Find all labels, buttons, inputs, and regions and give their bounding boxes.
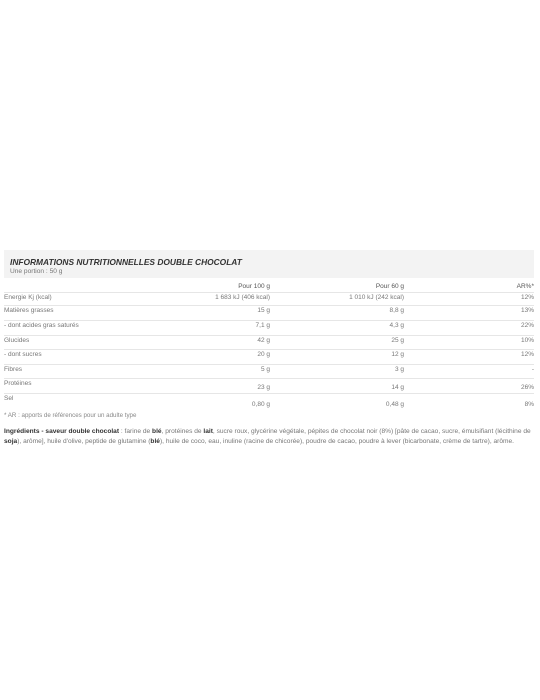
row-value-per-100g: 7,1 g <box>255 322 270 329</box>
row-value-per-60g: 12 g <box>391 351 404 358</box>
row-value-per-60g: 0,48 g <box>385 401 404 408</box>
row-value-per-60g: 4,3 g <box>389 322 404 329</box>
row-value-per-60g: 14 g <box>391 384 404 391</box>
row-label: - dont sucres <box>4 351 42 358</box>
table-row <box>4 393 534 408</box>
table-row <box>4 335 534 350</box>
allergen: blé <box>152 428 162 435</box>
row-value-per-100g: 15 g <box>257 307 270 314</box>
row-value-ar: 10% <box>520 337 534 344</box>
row-value-per-100g: 0,80 g <box>251 401 270 408</box>
ingredients-text: : farine de <box>119 428 153 435</box>
ingredients-text: , sucre roux, glycérine végétale, pépites de chocolat noir (8%) [pâte de cacao, sucre, émulsifiant (lécithine de <box>212 428 531 435</box>
row-value-per-60g: 1 010 kJ (242 kcal) <box>349 294 404 301</box>
row-label: Matières grasses <box>4 307 54 314</box>
row-value-ar: 12% <box>520 351 534 358</box>
row-value-ar: 13% <box>520 307 534 314</box>
row-value-per-60g: 3 g <box>394 366 404 373</box>
row-label: Energie Kj (kcal) <box>4 294 52 301</box>
table-row <box>4 349 534 364</box>
table-row <box>4 320 534 335</box>
allergen: lait <box>203 428 213 435</box>
row-value-ar: 26% <box>520 384 534 391</box>
row-value-per-100g: 23 g <box>257 384 270 391</box>
reference-note: * AR : apports de références pour un adulte type <box>4 412 137 419</box>
row-label: - dont acides gras saturés <box>4 322 79 329</box>
row-label: Fibres <box>4 366 23 373</box>
ingredients-heading: Ingrédients - saveur double chocolat <box>4 428 120 435</box>
ingredients-text: , protéines de <box>161 428 204 435</box>
column-header-per-100g: Pour 100 g <box>238 283 270 290</box>
table-row <box>4 305 534 320</box>
row-label: Glucides <box>4 337 30 344</box>
row-label: Sel <box>4 395 14 402</box>
ingredients-text: ), huile de coco, eau, inuline (racine de chicorée), poudre de cacao, poudre à lever (bicarbonate, crème de tartre), arôme. <box>159 437 515 445</box>
row-label: Protéines <box>4 380 32 387</box>
column-header-ar: AR%* <box>516 283 534 290</box>
column-header-per-60g: Pour 60 g <box>375 283 404 290</box>
row-value-per-60g: 25 g <box>391 337 404 344</box>
page-title: INFORMATIONS NUTRITIONNELLES DOUBLE CHOCOLAT <box>10 257 242 267</box>
row-value-ar: 12% <box>520 294 534 301</box>
allergen: soja <box>4 437 18 445</box>
portion-size: Une portion : 50 g <box>10 268 63 275</box>
table-row <box>4 378 534 393</box>
ingredients-paragraph <box>4 427 532 446</box>
row-value-per-100g: 1 683 kJ (406 kcal) <box>215 294 270 301</box>
allergen: blé <box>150 437 160 445</box>
row-value-per-60g: 8,8 g <box>389 307 404 314</box>
row-value-ar: 22% <box>520 322 534 329</box>
table-row <box>4 364 534 379</box>
row-value-per-100g: 20 g <box>257 351 270 358</box>
row-value-per-100g: 42 g <box>257 337 270 344</box>
row-value-ar: 8% <box>524 401 534 408</box>
row-value-ar: - <box>531 366 534 373</box>
ingredients-text: ), arôme], huile d'olive, peptide de glutamine ( <box>17 437 151 445</box>
row-value-per-100g: 5 g <box>260 366 270 373</box>
